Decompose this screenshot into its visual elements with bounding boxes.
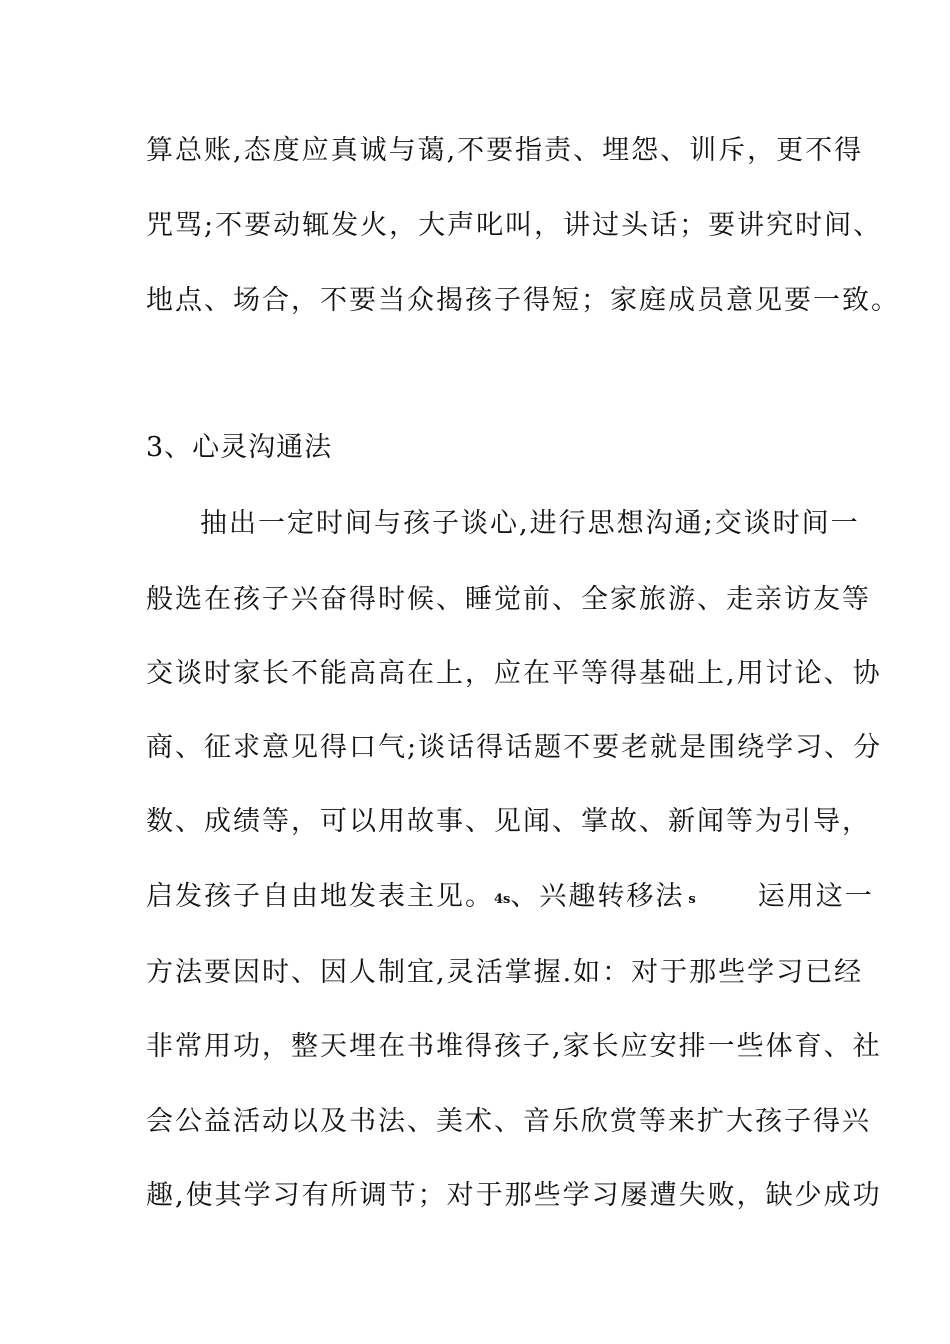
paragraph-line-3: 交谈时家长不能高高在上，应在平等得基础上,用讨论、协 (146, 658, 882, 689)
stray-mark-4: 4 (494, 892, 504, 907)
paragraph-line-9: 趣,使其学习有所调节；对于那些学习屡遭失败，缺少成功 (146, 1180, 882, 1211)
text-line-2: 咒骂;不要动辄发火，大声叱叫，讲过头话；要讲究时间、 (146, 210, 883, 241)
mixed-line-part-1: 启发孩子自由地发表主见。 (146, 881, 494, 912)
paragraph-line-8: 会公益活动以及书法、美术、音乐欣赏等来扩大孩子得兴 (146, 1106, 871, 1137)
mixed-line-part-2: 、兴趣转移法 (510, 881, 685, 912)
mixed-line-part-3: 运用这一 (757, 881, 874, 912)
text-line-1: 算总账,态度应真诚与蔼,不要指责、埋怨、训斥，更不得 (146, 135, 864, 166)
paragraph-line-7: 非常用功，整天埋在书堆得孩子,家长应安排一些体育、社 (146, 1031, 882, 1062)
paragraph-line-6: 方法要因时、因人制宜,灵活掌握.如：对于那些学习已经 (146, 957, 864, 988)
text-line-3: 地点、场合，不要当众揭孩子得短；家庭成员意见要一致。 (146, 285, 900, 316)
paragraph-line-2: 般选在孩子兴奋得时候、睡觉前、全家旅游、走亲访友等 (146, 584, 871, 615)
stray-mark-s-2: s (688, 892, 696, 907)
section-heading: 3、心灵沟通法 (146, 432, 333, 463)
paragraph-line-1: 抽出一定时间与孩子谈心,进行思想沟通;交谈时间一 (200, 508, 860, 539)
mixed-line (146, 877, 874, 917)
paragraph-line-4: 商、征求意见得口气;谈话得话题不要老就是围绕学习、分 (146, 732, 883, 763)
stray-mark-s-1: s (503, 892, 511, 907)
paragraph-line-5: 数、成绩等，可以用故事、见闻、掌故、新闻等为引导， (146, 806, 871, 837)
